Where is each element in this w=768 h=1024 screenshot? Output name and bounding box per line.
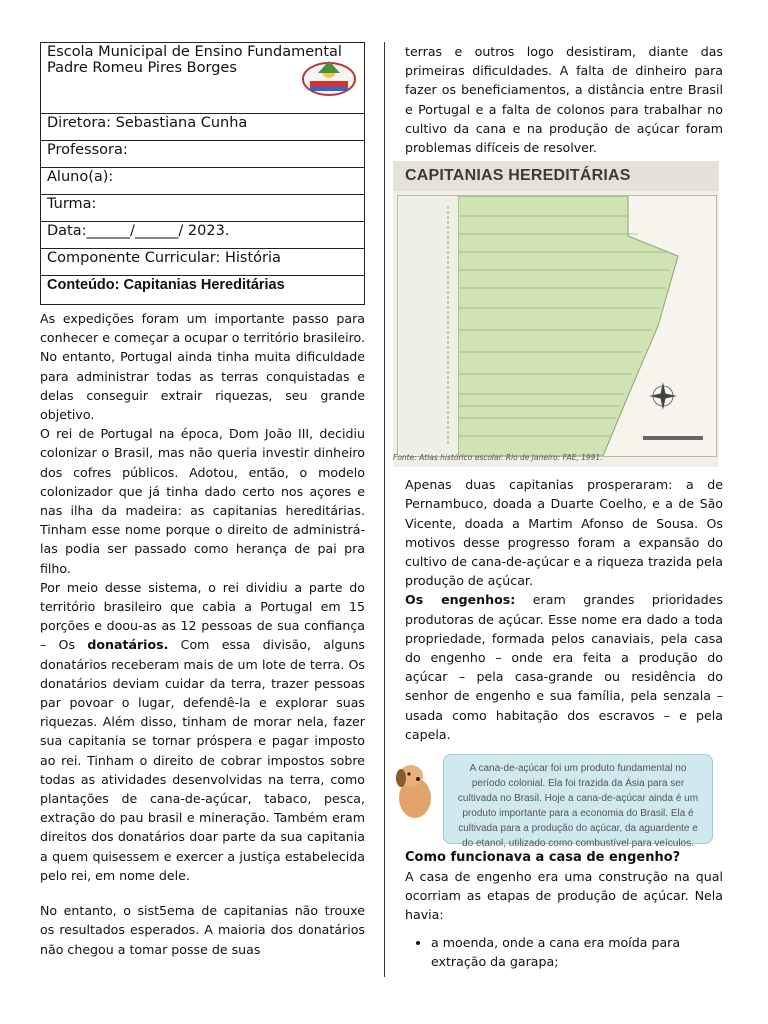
paragraph-3-start: Por meio desse sistema, o rei dividiu a parte do território brasileiro que cabia a Portugal em 15 porções e doou-as as 12 pessoas de sua confiança – Os xyxy=(40,579,365,653)
bullet-item: • a moenda, onde a cana era moída para extração da garapa; xyxy=(431,933,723,971)
school-cell xyxy=(41,43,365,114)
map-title: CAPITANIAS HEREDITÁRIAS xyxy=(405,167,631,185)
tip-text: A cana-de-açúcar foi um produto fundamental no período colonial. Ela foi trazida da Ásia para ser cultivada no Brasil. Hoje a cana-de-açúcar ainda é um produto importante para a economia do Brasil. Ela é cultivada para a produção do açúcar, da aguardente e do etanol, utilizado como combustível para veículos. xyxy=(457,763,699,850)
right-column xyxy=(393,42,723,971)
map-banner xyxy=(393,161,719,191)
director-cell: Diretora: Sebastiana Cunha xyxy=(41,114,365,141)
school-logo-icon xyxy=(300,53,358,99)
date-cell: Data:______/______/ 2023. xyxy=(41,222,365,249)
tip-text-box xyxy=(443,754,713,850)
paragraph-1: As expedições foram um importante passo para conhecer e começar a ocupar o território brasileiro. No entanto, Portugal ainda tinha muita dificuldade para administrar todas as terras conquistadas e delas conseguir extrair riquezas, seu grande objetivo. xyxy=(40,311,365,423)
paragraph-2: O rei de Portugal na época, Dom João III, decidiu colonizar o Brasil, mas não queria investir dinheiro dos cofres públicos. Adotou, então, o modelo colonizador que já tinha dado certo nos açores e nas ilha da madeira: as capitanias hereditárias. Tinham esse nome porque o direito de administrá-las podia ser passado como herança de pai pra filho. xyxy=(40,426,365,576)
left-column xyxy=(40,42,365,959)
header-table xyxy=(40,42,365,305)
content-cell: Conteúdo: Capitanias Hereditárias xyxy=(41,276,365,305)
student-cell: Aluno(a): xyxy=(41,168,365,195)
teacher-cell: Professora: xyxy=(41,141,365,168)
bullet-list xyxy=(405,933,723,971)
dog-icon xyxy=(393,756,437,826)
tip-box xyxy=(393,750,719,848)
map-image xyxy=(397,195,717,457)
paragraph-6: Apenas duas capitanias prosperaram: a de Pernambuco, doada a Duarte Coelho, e a de São Vicente, doada a Martim Afonso de Sousa. Os motivos desse progresso foram a expansão do cultivo de cana-de-açúcar e a riqueza trazida pela produção de açúcar. xyxy=(405,477,723,589)
column-divider xyxy=(384,42,385,977)
paragraph-8: A casa de engenho era uma construção na qual ocorriam as etapas de produção de açúcar. Nela havia: xyxy=(405,869,723,923)
map-caption: Fonte: Atlas histórico escolar. Rio de Janeiro: FAE, 1991. xyxy=(393,453,603,463)
paragraph-4: No entanto, o sist5ema de capitanias não trouxe os resultados esperados. A maioria dos donatários não chegou a tomar posse de suas xyxy=(40,903,365,957)
donatarios-term: donatários. xyxy=(87,637,169,653)
question-heading: Como funcionava a casa de engenho? xyxy=(405,850,681,866)
school-name: Escola Municipal de Ensino Fundamental Padre Romeu Pires Borges xyxy=(47,44,342,76)
paragraph-3 xyxy=(40,578,365,885)
class-cell: Turma: xyxy=(41,195,365,222)
capitanias-map xyxy=(393,161,719,467)
paragraph-7-rest: eram grandes prioridades produtoras de açúcar. Esse nome era dado a toda propriedade, formada pelos canaviais, pela casa do engenho – onde era feita a produção do açúcar – pela casa-grande ou residência do senhor de engenho e sua família, pela senzala – usada como habitação dos escravos – e pela capela. xyxy=(405,592,723,742)
paragraph-3-rest: Com essa divisão, alguns donatários receberam mais de um lote de terra. Os donatários deviam cuidar da terra, trazer pessoas par povoar o lugar, defendê-la e explorar suas riquezas. Além disso, tinham de morar nela, fazer sua capitania se tornar próspera e pagar imposto ao rei. Tinham o direito de cobrar impostos sobre todas as atividades desenvolvidas na terra, como plantações de cana-de-açúcar, tabaco, pesca, extração do pau brasil e mineração. Também eram direitos dos donatários doar parte da sua capitania a quem quisessem e exercer a justiça estabelecida pelo rei, em nome dele. xyxy=(40,637,365,883)
subject-cell: Componente Curricular: História xyxy=(41,249,365,276)
engenhos-term: Os engenhos: xyxy=(405,592,516,608)
paragraph-5: terras e outros logo desistiram, diante das primeiras dificuldades. A falta de dinheiro para fazer os beneficiamentos, a distância entre Brasil e Portugal e a falta de colonos para trabalhar no cultivo da cana e na produção de açúcar foram problemas difíceis de resolver. xyxy=(405,44,723,156)
paragraph-7 xyxy=(405,590,723,744)
